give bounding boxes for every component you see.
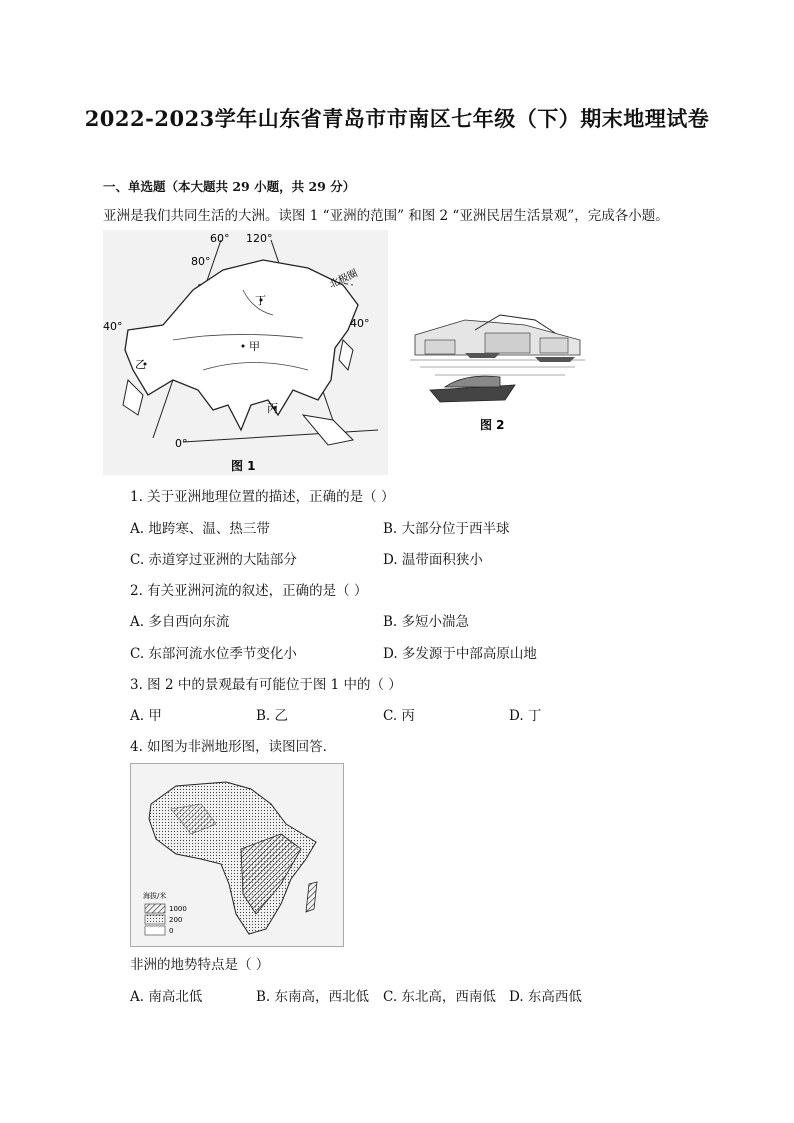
figure-2-village-scene [405, 305, 590, 435]
label-ding: 丁 [255, 294, 266, 307]
question-4-option-b[interactable]: B. 东南高，西北低 [256, 989, 370, 1005]
figure-2-caption: 图 2 [480, 418, 505, 432]
legend-200: 200 [169, 916, 183, 924]
question-1-stem: 1. 关于亚洲地理位置的描述，正确的是（ ） [130, 489, 395, 505]
question-2-option-a[interactable]: A. 多自西向东流 [130, 614, 230, 630]
label-arctic-circle: 北极圈 [327, 268, 360, 291]
figure-3-africa-terrain-map [130, 763, 344, 947]
legend-1000: 1000 [169, 905, 187, 913]
question-4-sub-stem: 非洲的地势特点是（ ） [130, 957, 270, 973]
question-2-option-d[interactable]: D. 多发源于中部高原山地 [383, 646, 537, 662]
question-4-option-a[interactable]: A. 南高北低 [130, 989, 203, 1005]
figure-1-caption: 图 1 [231, 459, 256, 473]
question-4-option-d[interactable]: D. 东高西低 [509, 989, 582, 1005]
label-jia: 甲 [249, 340, 260, 353]
question-2-option-b[interactable]: B. 多短小湍急 [383, 614, 470, 630]
figure-1-asia-map [103, 230, 388, 475]
legend-title: 海拔/米 [143, 892, 167, 900]
label-lon60: 60° [210, 232, 230, 245]
intro-text: 亚洲是我们共同生活的大洲。读图 1 “亚洲的范围” 和图 2 “亚洲民居生活景观”，完成各小题。 [103, 208, 669, 224]
question-3-option-c[interactable]: C. 丙 [383, 708, 415, 724]
question-1-option-d[interactable]: D. 温带面积狭小 [383, 552, 483, 568]
question-4-stem: 4. 如图为非洲地形图，读图回答． [130, 739, 337, 755]
question-1-option-a[interactable]: A. 地跨寒、温、热三带 [130, 521, 270, 537]
label-lat80: 80° [191, 255, 211, 268]
section-heading: 一、单选题（本大题共 29 小题，共 29 分） [103, 179, 356, 194]
label-lat0: 0° [175, 437, 188, 450]
question-2-option-c[interactable]: C. 东部河流水位季节变化小 [130, 646, 297, 662]
question-3-option-d[interactable]: D. 丁 [509, 708, 542, 724]
legend-0: 0 [169, 927, 174, 935]
question-3-option-b[interactable]: B. 乙 [256, 708, 289, 724]
question-1-option-c[interactable]: C. 赤道穿过亚洲的大陆部分 [130, 552, 297, 568]
page-title: 2022-2023学年山东省青岛市市南区七年级（下）期末地理试卷 [84, 106, 710, 131]
label-lat40-east: 40° [350, 317, 370, 330]
label-yi: 乙 [135, 358, 146, 371]
question-4-option-c[interactable]: C. 东北高，西南低 [383, 989, 496, 1005]
label-lon120: 120° [246, 232, 273, 245]
label-bing: 丙 [267, 402, 278, 415]
question-1-option-b[interactable]: B. 大部分位于西半球 [383, 521, 510, 537]
label-lat40-west: 40° [103, 320, 123, 333]
question-2-stem: 2. 有关亚洲河流的叙述，正确的是（ ） [130, 583, 368, 599]
question-3-stem: 3. 图 2 中的景观最有可能位于图 1 中的（ ） [130, 677, 402, 693]
question-3-option-a[interactable]: A. 甲 [130, 708, 162, 724]
